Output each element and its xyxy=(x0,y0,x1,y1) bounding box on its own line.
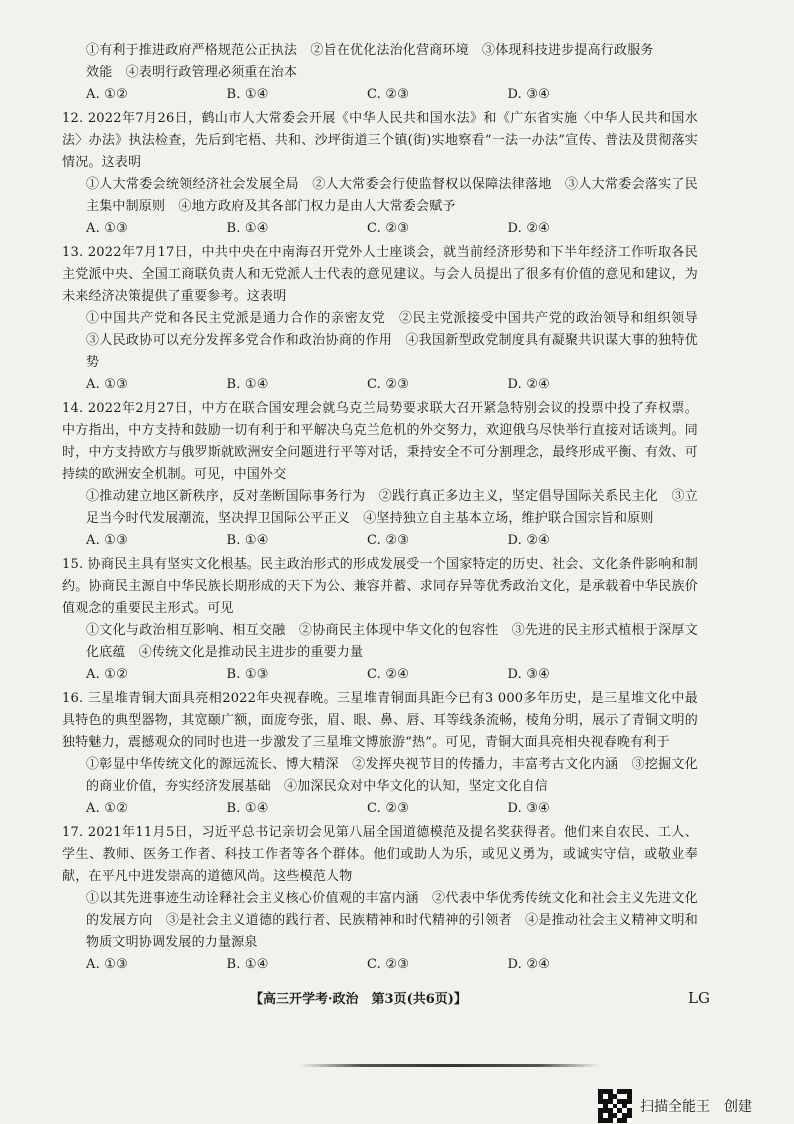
choice-c: C. ②③ xyxy=(367,87,410,102)
choice-c: C. ②③ xyxy=(367,533,410,548)
choice-d: D. ②④ xyxy=(507,957,551,972)
choice-b: B. ①④ xyxy=(226,957,269,972)
choice-a: A. ①② xyxy=(86,801,128,816)
choice-a: A. ①③ xyxy=(86,221,128,236)
choice-a: A. ①② xyxy=(86,87,128,102)
qr-code-icon xyxy=(598,1089,632,1123)
q12-choices xyxy=(86,218,698,240)
q16-choices xyxy=(86,798,698,820)
page-footer xyxy=(250,988,710,1007)
question-11 xyxy=(86,40,698,106)
q11-options-line2: 效能 ④表明行政管理必须重在治本 xyxy=(86,65,298,80)
q12-stem: 12. 2022年7月26日，鹤山市人大常委会开展《中华人民共和国水法》和《广东省实施〈中华人民共和国水法〉办法》执法检查，先后到宅梧、共和、沙坪街道三个镇(街)实地察看“一法一办法”宣传、普法及贯彻落实情况。这表明 xyxy=(62,111,698,170)
choice-d: D. ③④ xyxy=(507,667,551,682)
choice-b: B. ①③ xyxy=(226,667,269,682)
q12-options: ①人大常委会统领经济社会发展全局 ②人大常委会行使监督权以保障法律落地 ③人大常委会落实了民主集中制原则 ④地方政府及其各部门权力是由人大常委会赋予 xyxy=(86,177,698,214)
q17-stem: 17. 2021年11月5日，习近平总书记亲切会见第八届全国道德模范及提名奖获得者。他们来自农民、工人、学生、教师、医务工作者、科技工作者等各个群体。他们或助人为乐，或见义勇为，或诚实守信，或敬业奉献，在平凡中进发崇高的道德风尚。这些模范人物 xyxy=(62,825,698,884)
watermark-text: 扫描全能王 创建 xyxy=(640,1099,752,1115)
choice-d: D. ②④ xyxy=(507,221,551,236)
q17-choices xyxy=(86,954,698,976)
scan-artifact-line xyxy=(300,1064,600,1067)
q13-choices xyxy=(86,374,698,396)
choice-a: A. ①③ xyxy=(86,533,128,548)
choice-d: D. ②④ xyxy=(507,533,551,548)
q11-choices xyxy=(86,84,698,106)
q14-choices xyxy=(86,530,698,552)
choice-b: B. ①④ xyxy=(226,221,269,236)
question-13 xyxy=(62,242,712,396)
question-14 xyxy=(62,398,698,552)
choice-b: B. ①④ xyxy=(226,533,269,548)
choice-b: B. ①④ xyxy=(226,87,269,102)
question-17 xyxy=(62,822,698,976)
choice-b: B. ①④ xyxy=(226,801,269,816)
choice-c: C. ②③ xyxy=(367,801,410,816)
choice-d: D. ③④ xyxy=(507,801,551,816)
q16-options: ①彰显中华传统文化的源远流长、博大精深 ②发挥央视节目的传播力，丰富考古文化内涵 ③挖掘文化的商业价值，夯实经济发展基础 ④加深民众对中华文化的认知，坚定文化自信 xyxy=(86,757,698,794)
question-area xyxy=(62,40,712,978)
choice-c: C. ②③ xyxy=(367,221,410,236)
q15-options: ①文化与政治相互影响、相互交融 ②协商民主体现中华文化的包容性 ③先进的民主形式植根于深厚文化底蕴 ④传统文化是推动民主进步的重要力量 xyxy=(86,623,698,660)
choice-a: A. ①③ xyxy=(86,377,128,392)
choice-c: C. ②④ xyxy=(367,667,410,682)
choice-d: D. ③④ xyxy=(507,87,551,102)
footer-tag: LG xyxy=(688,988,710,1007)
q13-options: ①中国共产党和各民主党派是通力合作的亲密友党 ②民主党派接受中国共产党的政治领导和组织领导 ③人民政协可以充分发挥多党合作和政治协商的作用 ④我国新型政党制度具有凝聚共识谋大事的独特优势 xyxy=(86,311,712,370)
question-16 xyxy=(62,688,698,820)
choice-a: A. ①③ xyxy=(86,957,128,972)
q15-choices xyxy=(86,664,698,686)
q13-stem: 13. 2022年7月17日，中共中央在中南海召开党外人士座谈会，就当前经济形势和下半年经济工作听取各民主党派中央、全国工商联负责人和无党派人士代表的意见建议。与会人员提出了很多有价值的意见和建议，为未来经济决策提供了重要参考。这表明 xyxy=(62,245,698,304)
q14-stem: 14. 2022年2月27日，中方在联合国安理会就乌克兰局势要求联大召开紧急特别会议的投票中投了弃权票。中方指出，中方支持和鼓励一切有利于和平解决乌克兰危机的外交努力，欢迎俄乌尽快举行直接对话谈判。同时，中方支持欧方与俄罗斯就欧洲安全问题进行平等对话，秉持安全不可分割理念，最终形成平衡、有效、可持续的欧洲安全机制。可见，中国外交 xyxy=(62,401,698,482)
q17-options: ①以其先进事迹生动诠释社会主义核心价值观的丰富内涵 ②代表中华优秀传统文化和社会主义先进文化的发展方向 ③是社会主义道德的践行者、民族精神和时代精神的引领者 ④是推动社会主义精神文明和物质文明协调发展的力量源泉 xyxy=(86,891,698,950)
q11-options-line1: ①有利于推进政府严格规范公正执法 ②旨在优化法治化营商环境 ③体现科技进步提高行政服务 xyxy=(86,43,654,58)
question-15 xyxy=(62,554,698,686)
scanner-watermark xyxy=(598,1088,752,1124)
q15-stem: 15. 协商民主具有坚实文化根基。民主政治形式的形成发展受一个国家特定的历史、社会、文化条件影响和制约。协商民主源自中华民族长期形成的天下为公、兼容并蓄、求同存异等优秀政治文化，是承载着中华民族价值观念的重要民主形式。可见 xyxy=(62,557,698,616)
question-12 xyxy=(62,108,698,240)
q14-options: ①推动建立地区新秩序，反对垄断国际事务行为 ②践行真正多边主义，坚定倡导国际关系民主化 ③立足当今时代发展潮流，坚决捍卫国际公平正义 ④坚持独立自主基本立场，维护联合国宗旨和原则 xyxy=(86,489,698,526)
choice-c: C. ②③ xyxy=(367,377,410,392)
footer-title: 【高三开学考·政治 第3页(共6页)】 xyxy=(250,992,467,1007)
choice-c: C. ②③ xyxy=(367,957,410,972)
choice-b: B. ①④ xyxy=(226,377,269,392)
q16-stem: 16. 三星堆青铜大面具亮相2022年央视春晚。三星堆青铜面具距今已有3 000多年历史，是三星堆文化中最具特色的典型器物，其宽颐广额，面庞夸张，眉、眼、鼻、唇、耳等线条流畅，棱角分明，展示了青铜文明的独特魅力，震撼观众的同时也进一步激发了三星堆文博旅游“热”。可见，青铜大面具亮相央视春晚有利于 xyxy=(62,691,698,750)
choice-a: A. ①② xyxy=(86,667,128,682)
choice-d: D. ②④ xyxy=(507,377,551,392)
